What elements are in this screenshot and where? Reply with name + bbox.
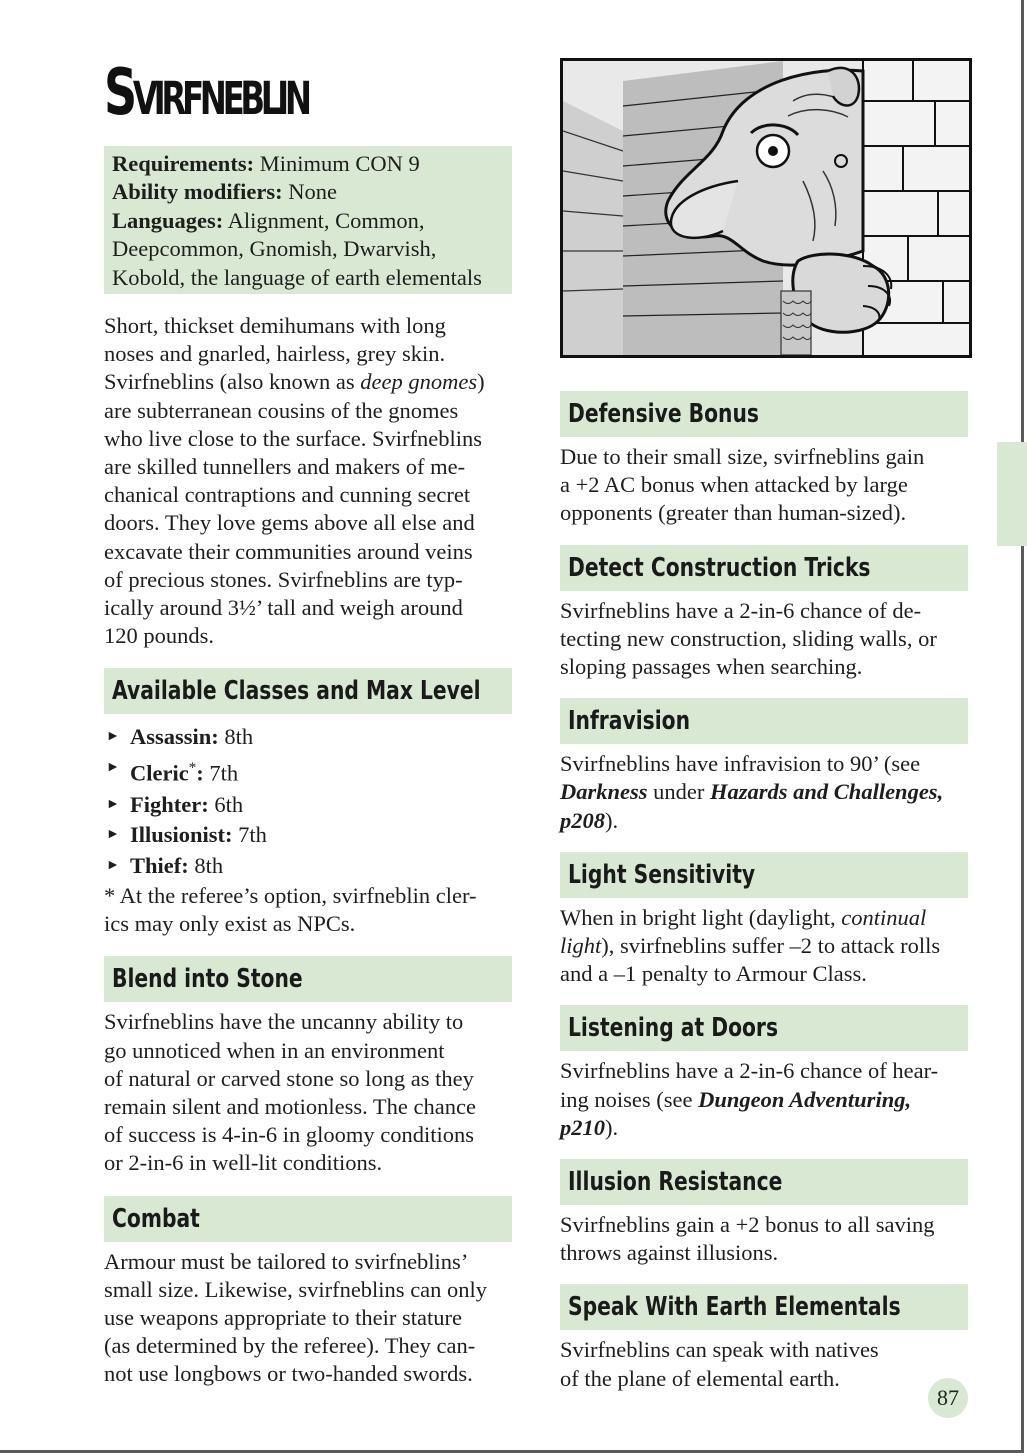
illusion-line: Svirfneblins gain a +2 bonus to all saving	[560, 1212, 935, 1238]
list-item	[104, 753, 512, 789]
footnote-line: * At the referee’s option, svirfneblin cler-	[104, 882, 477, 908]
section-heading-infravision	[560, 698, 968, 744]
cross-reference: Hazards and Challenges,	[710, 779, 944, 805]
defensive-line: Due to their small size, svirfneblins gain	[560, 444, 925, 469]
cross-reference: Dungeon Adventuring,	[698, 1086, 912, 1112]
class-level: 7th	[203, 760, 239, 786]
heading-text: Speak With Earth Elementals	[568, 1292, 901, 1323]
section-heading-combat	[104, 1196, 512, 1242]
class-name: Thief:	[130, 853, 189, 879]
list-item	[104, 851, 512, 882]
combat-line: Armour must be tailored to svirfneblins’	[104, 1248, 469, 1274]
list-item	[104, 820, 512, 851]
defensive-line: opponents (greater than human-sized).	[560, 500, 907, 526]
infra-line: ).	[605, 807, 619, 833]
cross-reference: p208	[560, 807, 605, 833]
intro-italic: deep gnomes	[360, 369, 478, 395]
heading-text: Listening at Doors	[568, 1013, 779, 1044]
footnote-marker: *	[188, 760, 197, 777]
heading-text: Blend into Stone	[112, 964, 303, 995]
defensive-paragraph	[560, 443, 968, 528]
page-number: 87	[928, 1378, 968, 1418]
heading-text: Combat	[112, 1203, 200, 1234]
light-line: When in bright light (daylight,	[560, 904, 842, 930]
combat-line: use weapons appropriate to their stature	[104, 1304, 463, 1330]
speak-paragraph	[560, 1336, 968, 1392]
class-name: Cleric	[130, 760, 189, 786]
infra-line: under	[647, 779, 711, 805]
light-italic: light	[560, 933, 602, 959]
illusion-line: throws against illusions.	[560, 1240, 779, 1266]
blend-line: of natural or carved stone so long as they	[104, 1065, 474, 1091]
intro-line: chanical contraptions and cunning secret	[104, 482, 471, 508]
class-level: 7th	[232, 822, 267, 848]
intro-line: Short, thickset demihumans with long	[104, 313, 446, 339]
blend-paragraph	[104, 1008, 512, 1177]
blend-line: remain silent and motionless. The chance	[104, 1093, 476, 1119]
detect-line: sloping passages when searching.	[560, 654, 863, 680]
ability-modifiers-line	[112, 178, 504, 206]
right-column	[560, 58, 968, 1393]
blend-line: of success is 4-in-6 in gloomy conditions	[104, 1122, 474, 1148]
requirements-value: Minimum CON 9	[259, 151, 420, 176]
ability-modifiers-label: Ability modifiers:	[112, 179, 283, 205]
detect-line: tecting new construction, sliding walls, or	[560, 625, 937, 651]
detect-paragraph	[560, 597, 968, 682]
stat-box	[104, 146, 512, 294]
triangle-bullet-icon: ►	[106, 729, 120, 745]
intro-line: excavate their communities around veins	[104, 538, 473, 564]
intro-line: of precious stones. Svirfneblins are typ-	[104, 566, 463, 592]
heading-text: Available Classes and Max Level	[112, 676, 481, 707]
intro-line: )	[477, 369, 485, 395]
page-title	[104, 56, 398, 130]
combat-line: not use longbows or two-handed swords.	[104, 1361, 473, 1387]
infravision-paragraph	[560, 750, 968, 835]
heading-text: Illusion Resistance	[568, 1167, 783, 1198]
blend-line: Svirfneblins have the uncanny ability to	[104, 1009, 464, 1035]
section-heading-classes	[104, 668, 512, 714]
intro-paragraph	[104, 312, 512, 650]
class-list	[104, 722, 512, 881]
triangle-bullet-icon: ►	[106, 796, 120, 812]
intro-line: noses and gnarled, hairless, grey skin.	[104, 341, 446, 367]
class-name: Illusionist:	[130, 822, 233, 848]
cross-reference: Darkness	[560, 779, 648, 805]
infra-line: Svirfneblins have infravision to 90’ (see	[560, 751, 921, 777]
languages-value: Alignment, Common,	[227, 207, 425, 233]
class-name: Fighter:	[130, 791, 209, 817]
intro-line: Svirfneblins (also known as	[104, 369, 361, 395]
chapter-tab	[997, 442, 1027, 546]
intro-line: doors. They love gems above all else and	[104, 510, 475, 536]
combat-line: (as determined by the referee). They can-	[104, 1333, 476, 1359]
requirements-label: Requirements:	[112, 151, 255, 176]
heading-text: Detect Construction Tricks	[568, 552, 871, 583]
combat-paragraph	[104, 1248, 512, 1389]
heading-text: Light Sensitivity	[568, 859, 756, 890]
speak-line: of the plane of elemental earth.	[560, 1365, 840, 1391]
footnote-line: ics may only exist as NPCs.	[104, 911, 356, 937]
illusion-paragraph	[560, 1211, 968, 1267]
section-heading-defensive	[560, 391, 968, 437]
combat-line: small size. Likewise, svirfneblins can only	[104, 1276, 488, 1302]
title-text: Svirfneblin	[104, 56, 308, 130]
light-line: ), svirfneblins suffer –2 to attack rolls	[601, 933, 941, 959]
triangle-bullet-icon: ►	[106, 858, 120, 874]
defensive-line: a +2 AC bonus when attacked by large	[560, 472, 908, 498]
list-item	[104, 790, 512, 821]
class-colon: :	[196, 760, 204, 786]
triangle-bullet-icon: ►	[106, 760, 120, 776]
speak-line: Svirfneblins can speak with natives	[560, 1337, 879, 1363]
listening-paragraph	[560, 1057, 968, 1142]
light-paragraph	[560, 904, 968, 989]
listen-line: Svirfneblins have a 2-in-6 chance of hear-	[560, 1058, 939, 1084]
intro-line: are subterranean cousins of the gnomes	[104, 397, 459, 423]
section-heading-blend	[104, 956, 512, 1002]
intro-line: 120 pounds.	[104, 623, 215, 649]
svirfneblin-illustration	[560, 58, 972, 358]
languages-value-cont: Kobold, the language of earth elementals	[112, 264, 482, 290]
light-line: and a –1 penalty to Armour Class.	[560, 961, 867, 987]
gnome-peeking-drawing	[563, 61, 969, 355]
section-heading-speak	[560, 1284, 968, 1330]
languages-label: Languages:	[112, 207, 224, 233]
list-item	[104, 722, 512, 753]
heading-text: Defensive Bonus	[568, 399, 760, 429]
class-footnote	[104, 882, 512, 938]
languages-value-cont: Deepcommon, Gnomish, Dwarvish,	[112, 236, 437, 262]
class-level: 8th	[188, 853, 224, 879]
heading-text: Infravision	[568, 706, 691, 737]
requirements-line	[112, 150, 504, 178]
class-level: 8th	[218, 724, 254, 750]
intro-line: are skilled tunnellers and makers of me-	[104, 454, 466, 480]
class-level: 6th	[208, 791, 244, 817]
class-name: Assassin:	[130, 724, 219, 750]
blend-line: or 2-in-6 in well-lit conditions.	[104, 1150, 383, 1176]
listen-line: ).	[605, 1114, 619, 1140]
listen-line: ing noises (see	[560, 1086, 699, 1112]
blend-line: go unnoticed when in an environment	[104, 1037, 445, 1063]
intro-line: who live close to the surface. Svirfneblins	[104, 425, 483, 451]
intro-line: ically around 3½’ tall and weigh around	[104, 595, 463, 621]
left-column	[104, 56, 512, 1389]
section-heading-light	[560, 852, 968, 898]
triangle-bullet-icon: ►	[106, 827, 120, 843]
section-heading-illusion	[560, 1159, 968, 1205]
ability-modifiers-value: None	[288, 179, 337, 205]
languages-line	[112, 207, 504, 235]
section-heading-detect	[560, 545, 968, 591]
cross-reference: p210	[560, 1114, 605, 1140]
section-heading-listening	[560, 1005, 968, 1051]
light-italic: continual	[841, 904, 927, 930]
detect-line: Svirfneblins have a 2-in-6 chance of de-	[560, 597, 922, 623]
